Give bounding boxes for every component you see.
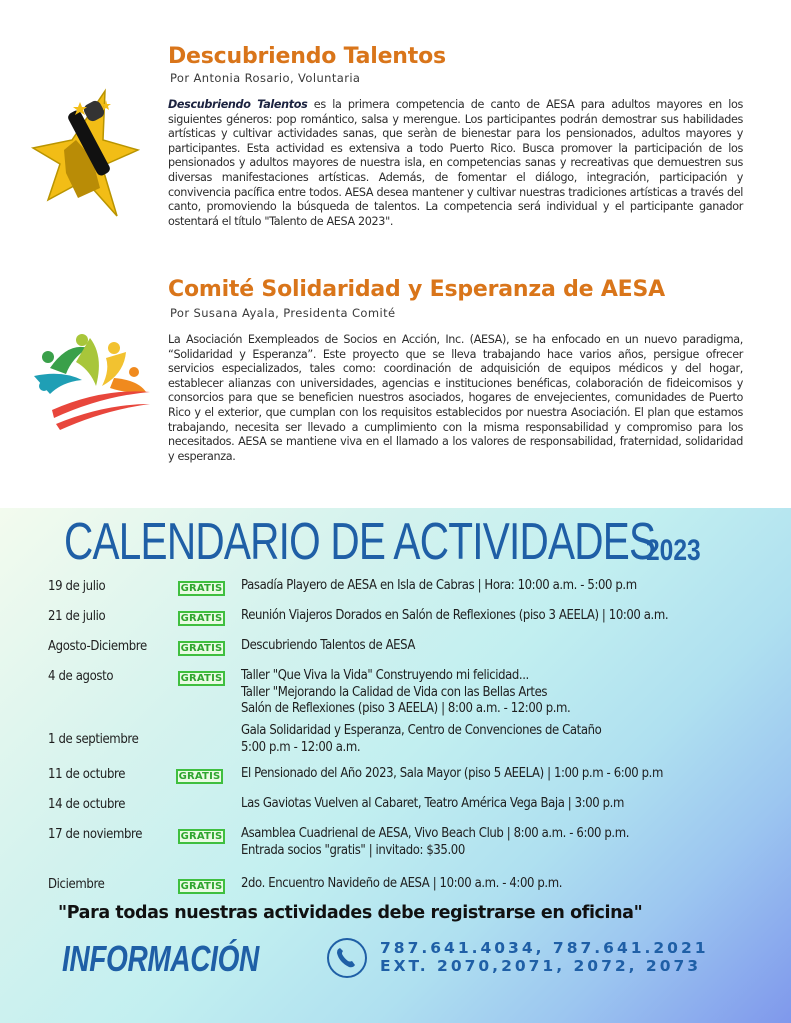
event-description xyxy=(241,608,668,625)
event-description xyxy=(241,766,663,783)
extension-list: EXT. 2070,2071, 2072, 2073 xyxy=(380,957,702,975)
community-logo-icon xyxy=(32,330,154,430)
phone-list: 787.641.4034, 787.641.2021 xyxy=(380,939,709,957)
event-description xyxy=(241,723,601,756)
event-date: 21 de julio xyxy=(48,609,106,624)
event-line: Reunión Viajeros Dorados en Salón de Reflexiones (piso 3 AEELA) | 10:00 a.m. xyxy=(241,608,669,623)
gratis-badge: GRATIS xyxy=(178,641,225,656)
article-byline: Por Susana Ayala, Presidenta Comité xyxy=(170,306,396,320)
event-date: Agosto-Diciembre xyxy=(48,639,147,654)
event-date: Diciembre xyxy=(48,877,105,892)
event-description xyxy=(241,826,629,859)
event-line: Salón de Reflexiones (piso 3 AEELA) | 8:00 a.m. - 12:00 p.m. xyxy=(241,701,571,716)
article-text: es la primera competencia de canto de AESA para adultos mayores en los siguientes géneros: pop romántico, salsa y merengue. Los participantes podrán demostrar sus habilidades artísticas y cultivar actividades sanas, que seràn de bienestar para los pensionados, adultos mayores y participantes. Esta actividad es extensiva a todo Puerto Rico. Busca promover la participación de los pensionados y adultos mayores de nuestra isla, en competencias sanas y recreativas que demuestren sus diversas manifestaciones artísticas. Además, de fomentar el diálogo, integración, participación y convivencia pacífica entre todos. AESA desea mantener y cultivar nuestras tradiciones artísticas a través del canto, promoviendo la búsqueda de talentos. La competencia será individual y el participante ganador ostentará el título "Talento de AESA 2023". xyxy=(168,98,743,228)
gratis-badge: GRATIS xyxy=(176,769,223,784)
event-description xyxy=(241,578,637,595)
event-description xyxy=(241,876,562,893)
event-line: Taller "Mejorando la Calidad de Vida con las Bellas Artes xyxy=(241,684,548,700)
event-date: 14 de octubre xyxy=(48,797,126,812)
info-label: INFORMACIÓN xyxy=(62,938,259,979)
event-description xyxy=(241,796,624,813)
phone-numbers xyxy=(380,939,709,975)
article-title: Comité Solidaridad y Esperanza de AESA xyxy=(168,277,665,302)
event-description xyxy=(241,638,415,655)
event-line: Descubriendo Talentos de AESA xyxy=(241,638,416,653)
event-line: El Pensionado del Año 2023, Sala Mayor (piso 5 AEELA) | 1:00 p.m - 6:00 p.m xyxy=(241,766,663,781)
gratis-badge: GRATIS xyxy=(178,611,225,626)
event-date: 1 de septiembre xyxy=(48,732,139,747)
event-line: Pasadía Playero de AESA en Isla de Cabras | Hora: 10:00 a.m. - 5:00 p.m xyxy=(241,578,637,593)
star-microphone-icon xyxy=(30,88,140,218)
gratis-badge: GRATIS xyxy=(178,671,225,686)
phone-icon xyxy=(327,938,367,978)
calendar-title: CALENDARIO DE ACTIVIDADES xyxy=(64,513,656,571)
registration-notice: "Para todas nuestras actividades debe registrarse en oficina" xyxy=(58,903,643,923)
gratis-badge: GRATIS xyxy=(178,879,225,894)
article-body: La Asociación Exempleados de Socios en Acción, Inc. (AESA), se ha enfocado en un nuevo paradigma, “Solidaridad y Esperanza”. Este proyecto que se lleva trabajando hace varios años, persigue ofrecer servicios especializados, tales como: coordinación de adquisición de equipos médicos y del hogar, establecer alianzas con universidades, agencias e instituciones benéficas, colaboración de fideicomisos y consorcios para que se beneficien nuestros asociados, hogares de envejecientes, comunidades de Puerto Rico y el exterior, que cumplan con los requisitos establecidos por nuestra Asociación. El plan que estamos trabajando, necesita ser llevado a cumplimiento con la misma responsabilidad y compromiso para los necesitados. AESA se mantiene viva en el llamado a los valores de responsabilidad, fraternidad, solidaridad y esperanza. xyxy=(168,333,743,463)
event-date: 17 de noviembre xyxy=(48,827,143,842)
calendar-year: 2023 xyxy=(646,534,701,567)
article-body xyxy=(168,98,743,229)
gratis-badge: GRATIS xyxy=(178,581,225,596)
event-date: 19 de julio xyxy=(48,579,106,594)
event-description xyxy=(241,668,570,718)
event-line: Entrada socios "gratis" | invitado: $35.00 xyxy=(241,842,465,858)
event-line: 5:00 p.m - 12:00 a.m. xyxy=(241,739,361,755)
event-date: 11 de octubre xyxy=(48,767,126,782)
article-title: Descubriendo Talentos xyxy=(168,44,446,69)
event-date: 4 de agosto xyxy=(48,669,114,684)
event-line: Las Gaviotas Vuelven al Cabaret, Teatro América Vega Baja | 3:00 p.m xyxy=(241,796,624,811)
event-line: 2do. Encuentro Navideño de AESA | 10:00 a.m. - 4:00 p.m. xyxy=(241,876,563,891)
event-line: Gala Solidaridad y Esperanza, Centro de Convenciones de Cataño xyxy=(241,723,602,738)
article-lead: Descubriendo Talentos xyxy=(168,98,308,111)
gratis-badge: GRATIS xyxy=(178,829,225,844)
article-byline: Por Antonia Rosario, Voluntaria xyxy=(170,71,361,85)
event-line: Asamblea Cuadrienal de AESA, Vivo Beach Club | 8:00 a.m. - 6:00 p.m. xyxy=(241,826,630,841)
event-line: Taller "Que Viva la Vida" Construyendo mi felicidad... xyxy=(241,668,529,683)
